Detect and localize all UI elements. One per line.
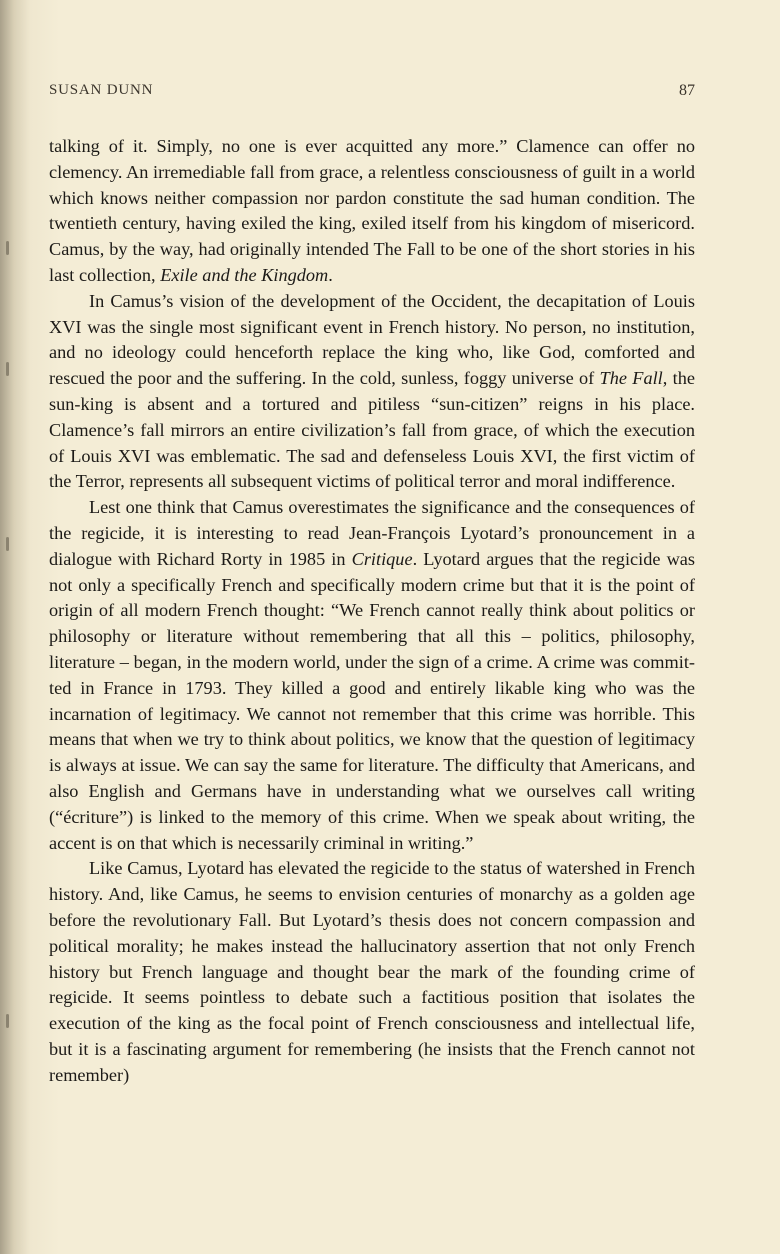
text-run: In Camus’s vision of the development of the Occident, the decapitation of Louis XVI was the single most significant event in French history. No person, no institution, and no ideology could henceforth replace the king who, like God, comforted and rescued the poor and the suffering. In the cold, sunless, foggy universe of: [49, 290, 695, 389]
text-run: , the sun-king is absent and a tortured and pitiless “sun-citizen” reigns in his place. Clamence’s fall mirrors an entire civilization’s fall from grace, of which the execution of Louis XVI was emblematic. The sad and defenseless Louis XVI, the first victim of the Terror, represents all subsequent victims of political terror and moral indifference.: [49, 368, 695, 492]
journal-title-italic: Critique: [351, 548, 413, 569]
book-title-italic: Exile and the Kingdom: [160, 264, 329, 285]
text-run: .: [328, 264, 333, 285]
text-run: Lest one think that Camus overestimates the significance and the consequences of the regicide, it is interesting to read Jean-François Lyotard’s pronouncement in a dialogue with Richard Rorty in 1985 in: [49, 497, 695, 569]
book-title-italic: The Fall: [599, 368, 663, 389]
page-edge-mark: [6, 241, 9, 255]
text-run: . Lyotard argues that the regicide was not only a specifically French and specifically modern crime but that it is the point of origin of all modern French thought: “We French cannot really think about politics or philosophy or literature without remembering that all this – politics, philosophy, literature – began, in the modern world, under the sign of a crime. A crime was committed in France in 1793. They killed a good and entirely likable king who was the incarnation of legitimacy. We cannot not remember that this crime was horrible. This means that when we try to think about politics, we know that the question of legitimacy is always at issue. We can say the same for literature. The difficulty that Americans, and also English and Germans have in understanding what we ourselves call writing (“écriture”) is linked to the memory of this crime. When we speak about writing, the accent is on that which is necessarily criminal in writing.”: [49, 548, 695, 853]
text-run: Like Camus, Lyotard has elevated the regicide to the status of watershed in French history. And, like Camus, he seems to envision centuries of monarchy as a golden age before the revolutionary Fall. But Lyotard’s thesis does not concern compassion and political morality; he makes instead the hallucinatory assertion that not only French history but French language and thought bear the mark of the founding crime of regicide. It seems pointless to debate such a factitious position that isolates the execution of the king as the focal point of French consciousness and intellectual life, but it is a fascinating argument for remembering (he insists that the French cannot not remember): [49, 858, 695, 1085]
page-edge-mark: [6, 537, 9, 551]
page-number: 87: [679, 82, 695, 99]
paragraph: [49, 289, 695, 495]
paragraph: [49, 856, 695, 1088]
page-edge-mark: [6, 362, 9, 376]
text-run: talking of it. Simply, no one is ever acquitted any more.” Clamence can offer no clemency. An irremediable fall from grace, a relentless consciousness of guilt in a world which knows neither compassion nor pardon constitute the sad human condition. The twentieth century, having exiled the king, exiled itself from his kingdom of misericord. Camus, by the way, had originally intended The Fall to be one of the short stories in his last collection,: [49, 136, 695, 285]
paragraph: [49, 495, 695, 856]
paragraph: [49, 134, 695, 289]
body-text: [49, 134, 695, 1088]
page-edge-mark: [6, 1014, 9, 1028]
running-head-author: SUSAN DUNN: [49, 82, 154, 98]
